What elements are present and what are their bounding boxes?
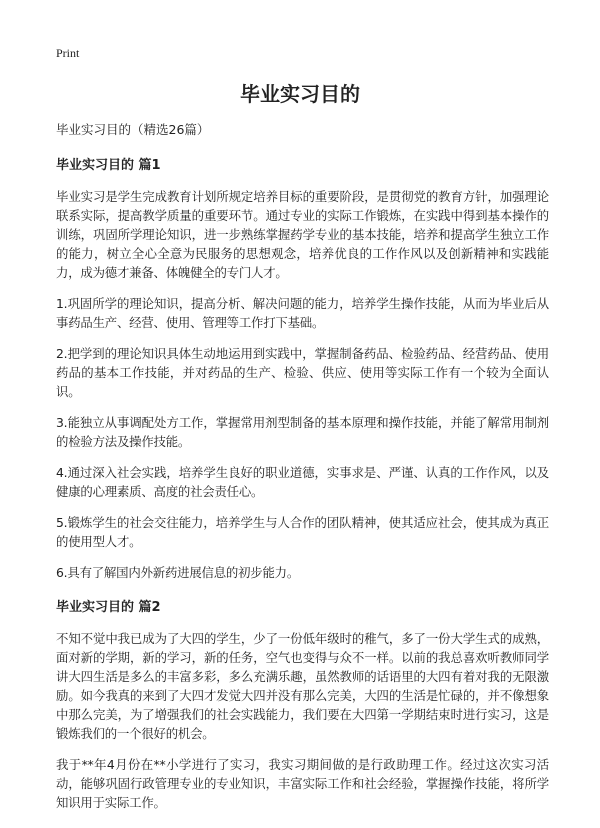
paragraph: 4.通过深入社会实践，培养学生良好的职业道德，实事求是、严谨、认真的工作作风，以及健康的心理素质、高度的社会责任心。 bbox=[56, 465, 549, 499]
section-2 bbox=[56, 596, 549, 812]
paragraph: 我于**年4月份在**小学进行了实习，我实习期间做的是行政助理工作。经过这次实习活动，能够巩固行政管理专业的专业知识，丰富实际工作和社会经验，掌握操作技能，将所学知识用于实际工作。 bbox=[56, 757, 549, 810]
section-heading: 毕业实习目的 篇2 bbox=[56, 600, 161, 615]
section-heading: 毕业实习目的 篇1 bbox=[56, 158, 161, 173]
subtitle: 毕业实习目的（精选26篇） bbox=[56, 122, 210, 137]
page-title: 毕业实习目的 bbox=[240, 82, 360, 106]
paragraph: 6.具有了解国内外新药进展信息的初步能力。 bbox=[56, 565, 300, 580]
article-body bbox=[56, 120, 549, 824]
paragraph: 1.巩固所学的理论知识，提高分析、解决问题的能力，培养学生操作技能，从而为毕业后从事药品生产、经营、使用、管理等工作打下基础。 bbox=[56, 296, 549, 330]
print-link[interactable]: Print bbox=[56, 46, 80, 60]
paragraph: 3.能独立从事调配处方工作，掌握常用剂型制备的基本原理和操作技能，并能了解常用制剂的检验方法及操作技能。 bbox=[56, 415, 549, 449]
paragraph: 2.把学到的理论知识具体生动地运用到实践中，掌握制备药品、检验药品、经营药品、使用药品的基本工作技能，并对药品的生产、检验、供应、使用等实际工作有一个较为全面认识。 bbox=[56, 346, 549, 399]
paragraph: 5.锻炼学生的社会交往能力，培养学生与人合作的团队精神，使其适应社会，使其成为真正的使用型人才。 bbox=[56, 515, 549, 549]
paragraph: 不知不觉中我已成为了大四的学生，少了一份低年级时的稚气，多了一份大学生式的成熟，面对新的学期，新的学习，新的任务，空气也变得与众不一样。以前的我总喜欢听教师同学讲大四生活是多么的丰富多彩，多么充满乐趣，虽然教师的话语里的大四有着对我的无限激励。如今我真的来到了大四才发觉大四并没有那么完美，大四的生活是忙碌的，并不像想象中那么完美，为了增强我们的社会实践能力，我们要在大四第一学期结束时进行实习，这是锻炼我们的一个很好的机会。 bbox=[56, 631, 549, 741]
section-1 bbox=[56, 154, 549, 582]
paragraph: 毕业实习是学生完成教育计划所规定培养目标的重要阶段，是贯彻党的教育方针，加强理论联系实际，提高教学质量的重要环节。通过专业的实际工作锻炼，在实践中得到基本操作的训练，巩固所学理论知识，进一步熟练掌握药学专业的基本技能，培养和提高学生独立工作的能力，树立全心全意为民服务的思想观念，培养优良的工作作风以及创新精神和实践能力，成为德才兼备、体魄健全的专门人才。 bbox=[56, 189, 549, 280]
